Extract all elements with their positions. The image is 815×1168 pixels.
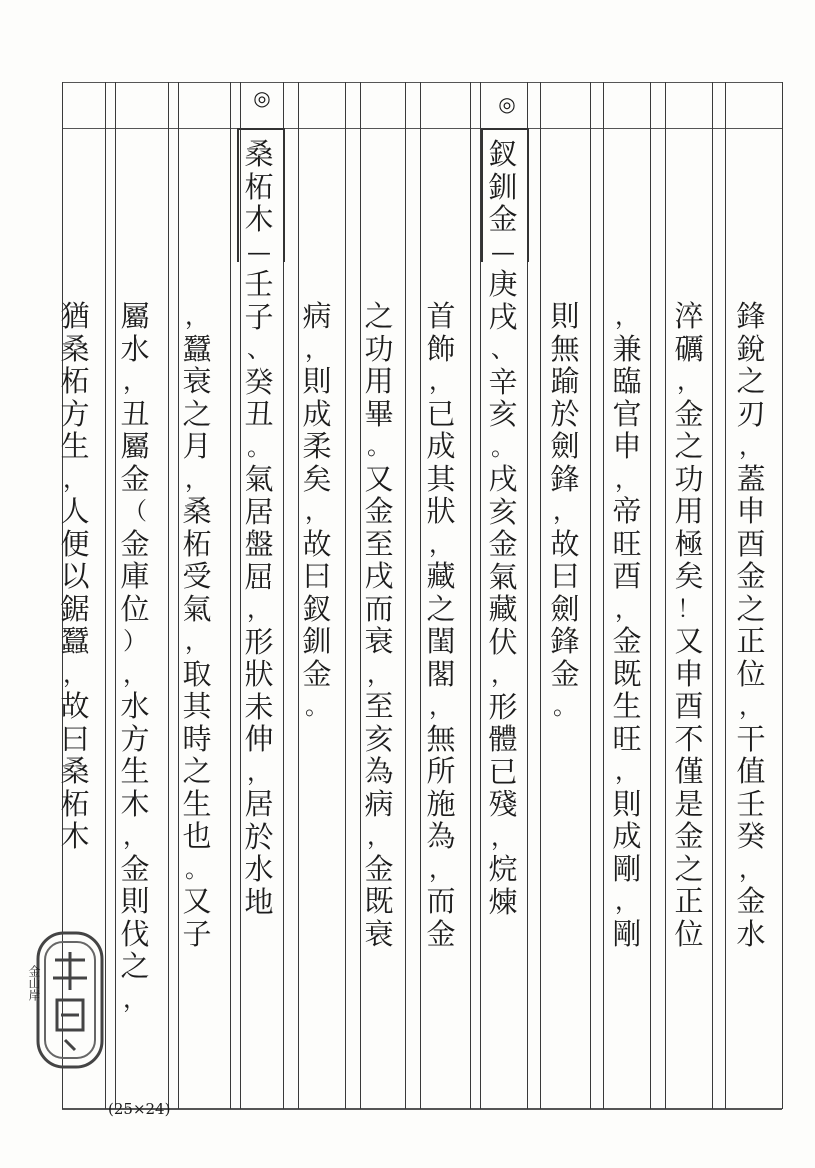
glyph: 烷 — [488, 852, 518, 886]
glyph: ， — [247, 757, 271, 786]
glyph: 形 — [244, 624, 274, 659]
glyph: 伏 — [488, 624, 518, 659]
glyph: 正 — [674, 884, 704, 918]
glyph: 兼 — [612, 331, 642, 366]
glyph: 之 — [736, 364, 766, 398]
text-column-12 — [52, 300, 98, 853]
glyph: 蠶 — [60, 624, 90, 658]
column-text — [356, 300, 402, 950]
side-note-text: 金山岸 — [27, 965, 41, 1001]
glyph: 矣 — [674, 559, 704, 593]
glyph: 之 — [426, 591, 456, 626]
glyph: ， — [677, 367, 701, 395]
glyph: 為 — [426, 819, 456, 853]
glyph: 酉 — [612, 559, 642, 593]
glyph: ， — [429, 367, 453, 395]
glyph: 未 — [244, 689, 274, 724]
text-column-10 — [174, 300, 220, 950]
glyph: 於 — [244, 819, 274, 854]
glyph: 伐 — [120, 916, 150, 951]
glyph: 。 — [305, 692, 329, 720]
column-text — [112, 300, 158, 1015]
glyph: 釵 — [302, 591, 332, 626]
glyph: 用 — [364, 364, 394, 398]
glyph: ， — [367, 659, 391, 688]
glyph: 不 — [674, 721, 704, 756]
glyph: ， — [305, 334, 329, 363]
glyph: 金 — [674, 396, 704, 431]
glyph: 桑 — [244, 137, 274, 171]
glyph: 臨 — [612, 364, 642, 398]
glyph: 子 — [244, 299, 274, 334]
glyph: 柔 — [302, 429, 332, 463]
glyph: 子 — [182, 916, 212, 951]
glyph: 也 — [182, 819, 212, 853]
glyph: 月 — [182, 429, 212, 463]
glyph: 之 — [736, 591, 766, 626]
glyph: 金 — [674, 819, 704, 853]
side-note — [20, 965, 42, 1011]
glyph: 無 — [550, 331, 580, 366]
glyph: 其 — [426, 461, 456, 496]
glyph: 其 — [182, 689, 212, 723]
glyph: ， — [123, 984, 147, 1013]
glyph: 帝 — [612, 494, 642, 528]
glyph: 申 — [612, 429, 642, 463]
glyph: 故 — [60, 689, 90, 723]
glyph: 水 — [120, 689, 150, 723]
glyph: 銳 — [736, 331, 766, 366]
glyph: 劍 — [550, 429, 580, 463]
glyph: 旺 — [612, 526, 642, 561]
glyph: 成 — [612, 819, 642, 853]
glyph: 僅 — [674, 754, 704, 788]
column-text — [294, 300, 340, 723]
glyph: 受 — [182, 559, 212, 593]
glyph: 猶 — [60, 299, 90, 333]
glyph: 金 — [736, 559, 766, 593]
glyph: 礪 — [674, 331, 704, 366]
glyph: 鋒 — [550, 461, 580, 496]
glyph: 矣 — [302, 461, 332, 496]
text-column-1 — [728, 300, 774, 950]
glyph: 至 — [364, 526, 394, 561]
glyph: 蓋 — [736, 461, 766, 496]
glyph: 癸 — [736, 819, 766, 853]
glyph: 狀 — [426, 494, 456, 528]
glyph: ， — [615, 302, 639, 330]
glyph: 正 — [736, 624, 766, 658]
glyph: ， — [739, 692, 763, 720]
glyph: 金 — [120, 526, 150, 561]
glyph: 之 — [120, 949, 150, 983]
glyph: 屬 — [120, 429, 150, 463]
glyph: 用 — [674, 494, 704, 528]
glyph: 於 — [550, 396, 580, 431]
glyph: 無 — [426, 721, 456, 756]
glyph: 屈 — [244, 559, 274, 594]
glyph: 成 — [302, 396, 332, 431]
glyph: 以 — [60, 559, 90, 593]
glyph: 曰 — [302, 559, 332, 593]
glyph: 方 — [120, 721, 150, 756]
glyph: 位 — [120, 591, 150, 626]
glyph: 踰 — [550, 364, 580, 398]
glyph: 是 — [674, 786, 704, 821]
glyph: 木 — [60, 819, 90, 853]
glyph: 所 — [426, 754, 456, 788]
glyph: 故 — [302, 526, 332, 561]
glyph: 故 — [550, 526, 580, 561]
glyph: 既 — [612, 656, 642, 691]
glyph: 之 — [182, 396, 212, 431]
glyph: 木 — [244, 202, 274, 236]
glyph: 金 — [488, 527, 518, 561]
glyph: 已 — [426, 396, 456, 431]
glyph: 金 — [488, 202, 518, 236]
grid-line — [230, 82, 231, 1109]
glyph: ， — [615, 464, 639, 493]
glyph: 戌 — [488, 462, 518, 496]
glyph: 氣 — [182, 591, 212, 626]
glyph: 釧 — [488, 169, 518, 204]
glyph: 金 — [550, 656, 580, 691]
glyph: 曰 — [550, 559, 580, 593]
glyph: 屬 — [120, 299, 150, 333]
glyph: 癸 — [244, 364, 274, 399]
text-column-7 — [356, 300, 402, 950]
glyph: 剛 — [612, 916, 642, 951]
glyph: ， — [185, 627, 209, 655]
column-text — [666, 300, 712, 950]
column-text — [604, 300, 650, 950]
glyph: 位 — [674, 916, 704, 951]
glyph: 壬 — [244, 267, 274, 301]
glyph: 藏 — [426, 559, 456, 593]
glyph: 金 — [426, 916, 456, 951]
glyph: 體 — [488, 722, 518, 756]
glyph: — — [491, 237, 515, 266]
glyph: 鋒 — [550, 624, 580, 658]
glyph: 之 — [364, 299, 394, 333]
column-text — [52, 300, 98, 853]
glyph: 伸 — [244, 722, 274, 756]
text-column-6 — [418, 300, 464, 950]
glyph: 狀 — [244, 657, 274, 691]
grid-line — [590, 82, 591, 1109]
glyph: 位 — [736, 656, 766, 691]
glyph: 戌 — [488, 299, 518, 334]
glyph: 居 — [244, 494, 274, 529]
glyph: ， — [185, 464, 209, 493]
glyph: 盤 — [244, 527, 274, 561]
glyph: 人 — [60, 494, 90, 528]
glyph: 柘 — [182, 526, 212, 561]
text-column-11 — [112, 300, 158, 1015]
glyph: 金 — [120, 851, 150, 886]
glyph: 曰 — [60, 721, 90, 756]
glyph: ， — [739, 854, 763, 883]
glyph: ， — [123, 367, 147, 395]
grid-size-label: (25×24) — [108, 1100, 171, 1118]
glyph: 功 — [674, 461, 704, 496]
glyph: 。 — [247, 432, 271, 461]
glyph: 形 — [488, 689, 518, 724]
glyph: 亥 — [488, 494, 518, 529]
text-column-8 — [294, 300, 340, 723]
glyph: 飾 — [426, 331, 456, 366]
glyph: 柘 — [60, 786, 90, 821]
glyph: ， — [553, 497, 577, 525]
grid-line — [650, 82, 651, 1109]
glyph: 、 — [491, 335, 515, 363]
glyph: 金 — [612, 624, 642, 658]
glyph: 衰 — [182, 364, 212, 398]
glyph: 則 — [302, 364, 332, 398]
glyph: 金 — [302, 656, 332, 691]
glyph: 方 — [60, 396, 90, 431]
glyph: 既 — [364, 884, 394, 918]
glyph: — — [247, 237, 271, 266]
glyph: 。 — [491, 432, 515, 461]
glyph: ， — [185, 302, 209, 330]
glyph: 酉 — [736, 526, 766, 561]
glyph: ， — [247, 595, 271, 623]
glyph: 首 — [426, 299, 456, 333]
glyph: 而 — [426, 884, 456, 918]
glyph: ， — [615, 757, 639, 785]
glyph: ， — [429, 529, 453, 558]
grid-line — [540, 82, 541, 1109]
glyph: 生 — [612, 689, 642, 723]
glyph: 干 — [736, 721, 766, 756]
glyph: 則 — [550, 299, 580, 333]
heading-marker-1: ◎ — [498, 92, 516, 116]
glyph: 劍 — [550, 591, 580, 626]
glyph: 、 — [247, 335, 271, 363]
glyph: 殘 — [488, 787, 518, 821]
header-rule — [62, 128, 782, 129]
glyph: 申 — [674, 656, 704, 691]
glyph: 則 — [612, 786, 642, 821]
glyph: 衰 — [364, 916, 394, 951]
glyph: 金 — [364, 494, 394, 528]
glyph: 丑 — [244, 397, 274, 431]
glyph: 申 — [736, 494, 766, 528]
column-text — [480, 138, 526, 918]
glyph: 丑 — [120, 396, 150, 431]
glyph: 氣 — [244, 462, 274, 496]
glyph: 之 — [674, 851, 704, 886]
glyph: 值 — [736, 754, 766, 788]
glyph: 桑 — [60, 331, 90, 366]
column-text — [728, 300, 774, 950]
glyph: 水 — [120, 331, 150, 366]
glyph: 又 — [674, 624, 704, 658]
glyph: ， — [123, 659, 147, 688]
glyph: 辛 — [488, 364, 518, 399]
glyph: 衰 — [364, 624, 394, 658]
glyph: 閨 — [426, 624, 456, 658]
grid-line — [782, 82, 783, 1109]
grid-line — [712, 82, 713, 1109]
glyph: 淬 — [674, 299, 704, 333]
glyph: 之 — [182, 754, 212, 788]
glyph: ） — [123, 627, 147, 655]
glyph: 金 — [364, 851, 394, 886]
column-text — [236, 138, 282, 918]
glyph: 。 — [367, 432, 391, 460]
grid-line — [405, 82, 406, 1109]
glyph: 畢 — [364, 396, 394, 431]
glyph: 亥 — [364, 721, 394, 756]
glyph: 官 — [612, 396, 642, 431]
glyph: ， — [739, 432, 763, 460]
glyph: 鋸 — [60, 591, 90, 626]
glyph: 釧 — [302, 624, 332, 658]
glyph: 。 — [185, 854, 209, 883]
glyph: ， — [429, 854, 453, 883]
glyph: 生 — [120, 754, 150, 788]
glyph: 而 — [364, 591, 394, 626]
glyph: 煉 — [488, 884, 518, 919]
glyph: 時 — [182, 721, 212, 756]
grid-line — [725, 82, 726, 1109]
glyph: 庫 — [120, 559, 150, 593]
heading-marker-2: ◎ — [253, 86, 271, 110]
glyph: 水 — [736, 916, 766, 951]
column-text — [174, 300, 220, 950]
glyph: ， — [63, 464, 87, 493]
glyph: 釵 — [488, 137, 518, 171]
grid-line — [345, 82, 346, 1109]
glyph: ， — [615, 887, 639, 915]
glyph: ！ — [677, 594, 701, 623]
glyph: 金 — [120, 461, 150, 496]
glyph: 剛 — [612, 851, 642, 886]
glyph: 閣 — [426, 656, 456, 691]
glyph: 施 — [426, 786, 456, 821]
glyph: 便 — [60, 526, 90, 561]
glyph: 又 — [364, 461, 394, 496]
glyph: ， — [305, 497, 329, 525]
glyph: ， — [615, 594, 639, 623]
glyph: 柘 — [60, 364, 90, 398]
glyph: 壬 — [736, 786, 766, 821]
glyph: 極 — [674, 526, 704, 561]
glyph: （ — [123, 497, 147, 525]
glyph: 酉 — [674, 689, 704, 723]
glyph: 之 — [674, 429, 704, 463]
glyph: 已 — [488, 754, 518, 789]
glyph: 功 — [364, 331, 394, 366]
glyph: 刃 — [736, 396, 766, 431]
glyph: 病 — [364, 786, 394, 821]
glyph: ， — [491, 660, 515, 688]
glyph: 氣 — [488, 559, 518, 594]
glyph: 取 — [182, 656, 212, 691]
grid-line — [105, 82, 106, 1109]
glyph: 亥 — [488, 397, 518, 431]
text-column-4 — [542, 300, 588, 723]
column-text — [418, 300, 464, 950]
glyph: 。 — [553, 692, 577, 720]
glyph: ， — [367, 822, 391, 850]
glyph: 桑 — [60, 754, 90, 788]
glyph: 庚 — [488, 267, 518, 301]
grid-line — [168, 82, 169, 1109]
glyph: 則 — [120, 884, 150, 918]
text-column-2 — [666, 300, 712, 950]
glyph: ， — [63, 659, 87, 688]
glyph: 又 — [182, 884, 212, 918]
text-column-5 — [480, 138, 526, 918]
glyph: 藏 — [488, 592, 518, 626]
glyph: 旺 — [612, 721, 642, 756]
glyph: 桑 — [182, 494, 212, 528]
glyph: ， — [429, 692, 453, 720]
text-column-9 — [236, 138, 282, 918]
glyph: 蠶 — [182, 331, 212, 366]
glyph: ， — [491, 822, 515, 851]
glyph: 成 — [426, 429, 456, 463]
glyph: 生 — [182, 786, 212, 821]
glyph: 金 — [736, 884, 766, 918]
glyph: 柘 — [244, 169, 274, 204]
glyph: ， — [123, 822, 147, 850]
glyph: 為 — [364, 754, 394, 788]
glyph: 木 — [120, 786, 150, 821]
glyph: 居 — [244, 787, 274, 821]
top-rule — [62, 82, 782, 83]
text-column-3 — [604, 300, 650, 950]
glyph: 生 — [60, 429, 90, 463]
grid-line — [470, 82, 471, 1109]
glyph: 至 — [364, 689, 394, 723]
glyph: 戌 — [364, 559, 394, 593]
glyph: 鋒 — [736, 299, 766, 333]
column-text — [542, 300, 588, 723]
glyph: 病 — [302, 299, 332, 333]
glyph: 水 — [244, 852, 274, 886]
glyph: 地 — [244, 884, 274, 919]
